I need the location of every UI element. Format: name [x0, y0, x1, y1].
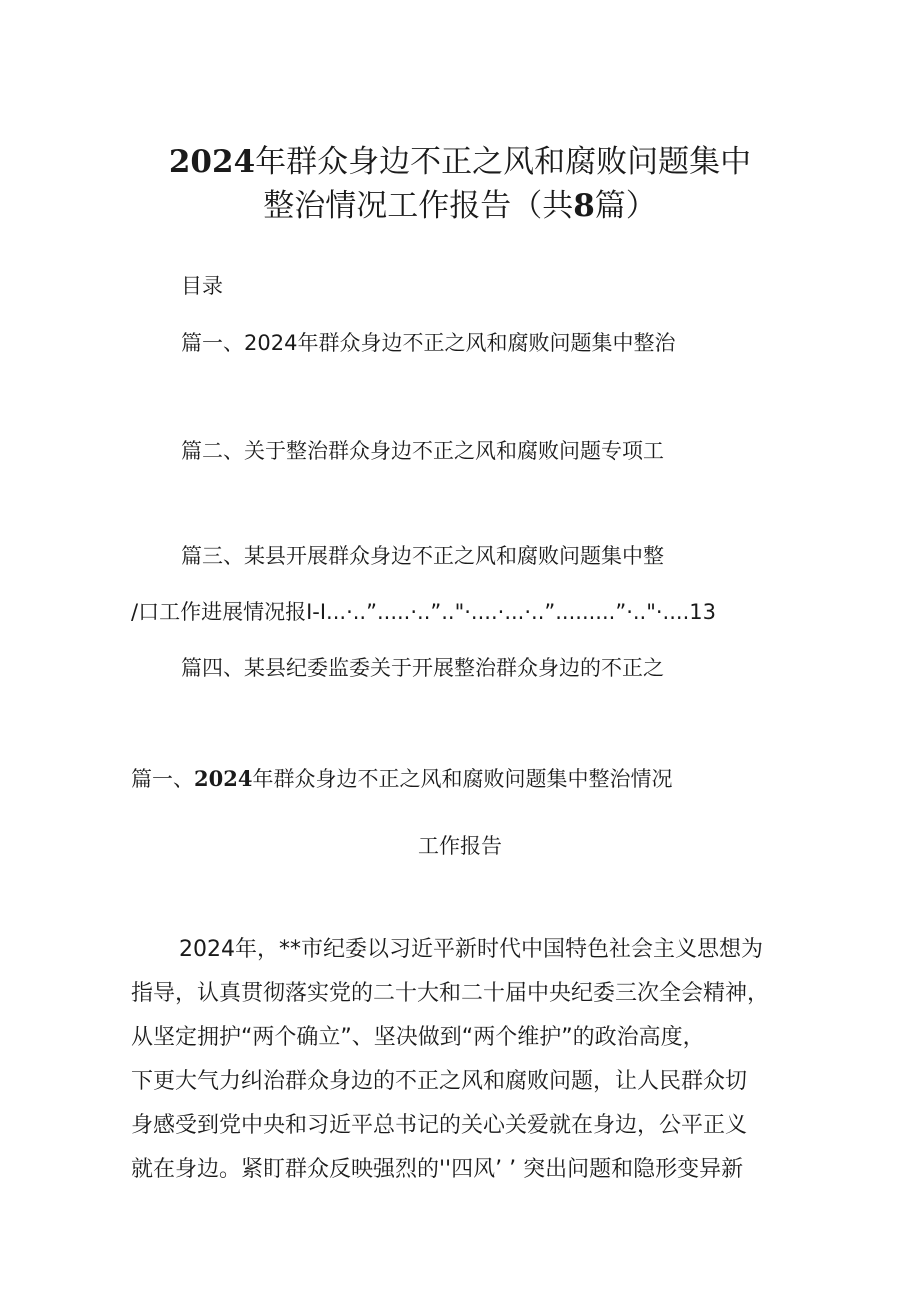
section-title-prefix: 篇一、 — [131, 767, 194, 791]
title-count: 8 — [573, 188, 595, 224]
body-line: 下更大气力纠治群众身边的不正之风和腐败问题，让人民群众切 — [131, 1069, 748, 1094]
body-line: 身感受到党中央和习近平总书记的关心关爱就在身边，公平正义 — [131, 1113, 748, 1138]
body-line: 2024年，**市纪委以习近平新时代中国特色社会主义思想为 — [179, 937, 763, 962]
toc-heading: 目录 — [181, 274, 223, 298]
title-line-2-text-b: 篇） — [594, 188, 657, 224]
section-title — [131, 765, 672, 793]
toc-item[interactable]: 篇二、关于整治群众身边不正之风和腐败问题专项工 — [181, 439, 664, 463]
body-line: 指导，认真贯彻落实党的二十大和二十届中央纪委三次全会精神， — [131, 981, 770, 1006]
title-line-1-text: 年群众身边不正之风和腐败问题集中 — [255, 144, 752, 180]
toc-item[interactable]: 篇三、某县开展群众身边不正之风和腐败问题集中整 — [181, 544, 664, 568]
document-title-line-2 — [0, 186, 920, 226]
title-year: 2024 — [168, 144, 256, 180]
section-title-year: 2024 — [194, 766, 253, 791]
toc-item[interactable]: 篇一、2024年群众身边不正之风和腐败问题集中整治 — [181, 331, 676, 355]
toc-item-continuation[interactable]: /口工作进展情况报I-I...·..”.....·..”.."·....·...·..”.........”·.."·....13 — [131, 600, 716, 624]
body-paragraph — [131, 928, 803, 1192]
toc-item[interactable]: 篇四、某县纪委监委关于开展整治群众身边的不正之 — [181, 656, 664, 680]
body-line: 就在身边。紧盯群众反映强烈的''四风’ ’ 突出问题和隐形变异新 — [131, 1157, 744, 1182]
section-title-text: 年群众身边不正之风和腐败问题集中整治情况 — [252, 767, 673, 791]
section-subtitle: 工作报告 — [418, 834, 502, 858]
title-line-2-text-a: 整治情况工作报告（共 — [263, 188, 574, 224]
body-line: 从坚定拥护“两个确立”、坚决做到“两个维护”的政治高度， — [131, 1025, 705, 1050]
document-title-line-1 — [0, 142, 920, 182]
